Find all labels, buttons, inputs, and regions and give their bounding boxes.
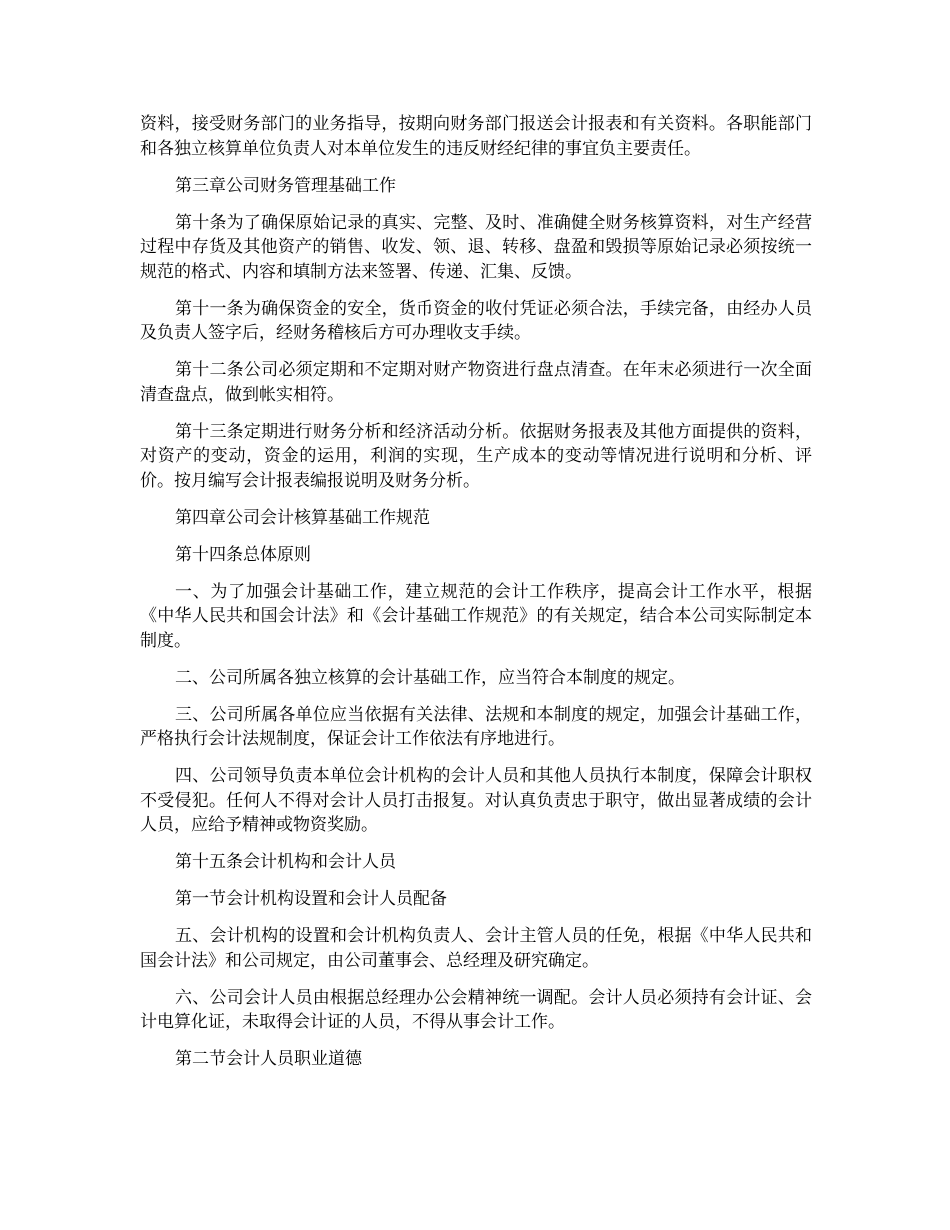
chapter-heading: 第三章公司财务管理基础工作: [175, 175, 396, 196]
clause-paragraph: 二、公司所属各独立核算的会计基础工作，应当符合本制度的规定。: [175, 667, 685, 688]
article-paragraph: 第十一条为确保资金的安全，货币资金的收付凭证必须合法，手续完备，由经办人员及负责人签字后，经财务稽核后方可办理收支手续。: [140, 298, 812, 343]
clause-paragraph: 四、公司领导负责本单位会计机构的会计人员和其他人员执行本制度，保障会计职权不受侵犯。任何人不得对会计人员打击报复。对认真负责忠于职守，做出显著成绩的会计人员，应给予精神或物资奖励。: [140, 766, 812, 835]
paragraph-continued: 资料，接受财务部门的业务指导，按期向财务部门报送会计报表和有关资料。各职能部门和各独立核算单位负责人对本单位发生的违反财经纪律的事宜负主要责任。: [140, 114, 812, 159]
article-paragraph: 第十三条定期进行财务分析和经济活动分析。依据财务报表及其他方面提供的资料，对资产的变动，资金的运用，利润的实现，生产成本的变动等情况进行说明和分析、评价。按月编写会计报表编报说明及财务分析。: [140, 421, 812, 491]
clause-paragraph: 三、公司所属各单位应当依据有关法律、法规和本制度的规定，加强会计基础工作，严格执行会计法规制度，保证会计工作依法有序地进行。: [140, 704, 812, 749]
article-heading: 第十五条会计机构和会计人员: [175, 852, 396, 872]
clause-paragraph: 一、为了加强会计基础工作，建立规范的会计工作秩序，提高会计工作水平，根据《中华人民共和国会计法》和《会计基础工作规范》的有关规定，结合本公司实际制定本制度。: [140, 581, 812, 651]
section-heading: 第一节会计机构设置和会计人员配备: [175, 889, 447, 909]
document-page: [140, 112, 812, 1084]
clause-paragraph: 六、公司会计人员由根据总经理办公会精神统一调配。会计人员必须持有会计证、会计电算化证，未取得会计证的人员，不得从事会计工作。: [140, 987, 812, 1032]
article-paragraph: 第十二条公司必须定期和不定期对财产物资进行盘点清查。在年末必须进行一次全面清查盘点，做到帐实相符。: [140, 360, 812, 405]
section-heading: 第二节会计人员职业道德: [175, 1049, 362, 1069]
article-paragraph: 第十条为了确保原始记录的真实、完整、及时、准确健全财务核算资料，对生产经营过程中存货及其他资产的销售、收发、领、退、转移、盘盈和毁损等原始记录必须按统一规范的格式、内容和填制方法来签署、传递、汇集、反馈。: [140, 212, 812, 282]
article-heading: 第十四条总体原则: [175, 544, 311, 565]
clause-paragraph: 五、会计机构的设置和会计机构负责人、会计主管人员的任免，根据《中华人民共和国会计法》和公司规定，由公司董事会、总经理及研究确定。: [140, 926, 812, 971]
chapter-heading: 第四章公司会计核算基础工作规范: [175, 507, 430, 528]
